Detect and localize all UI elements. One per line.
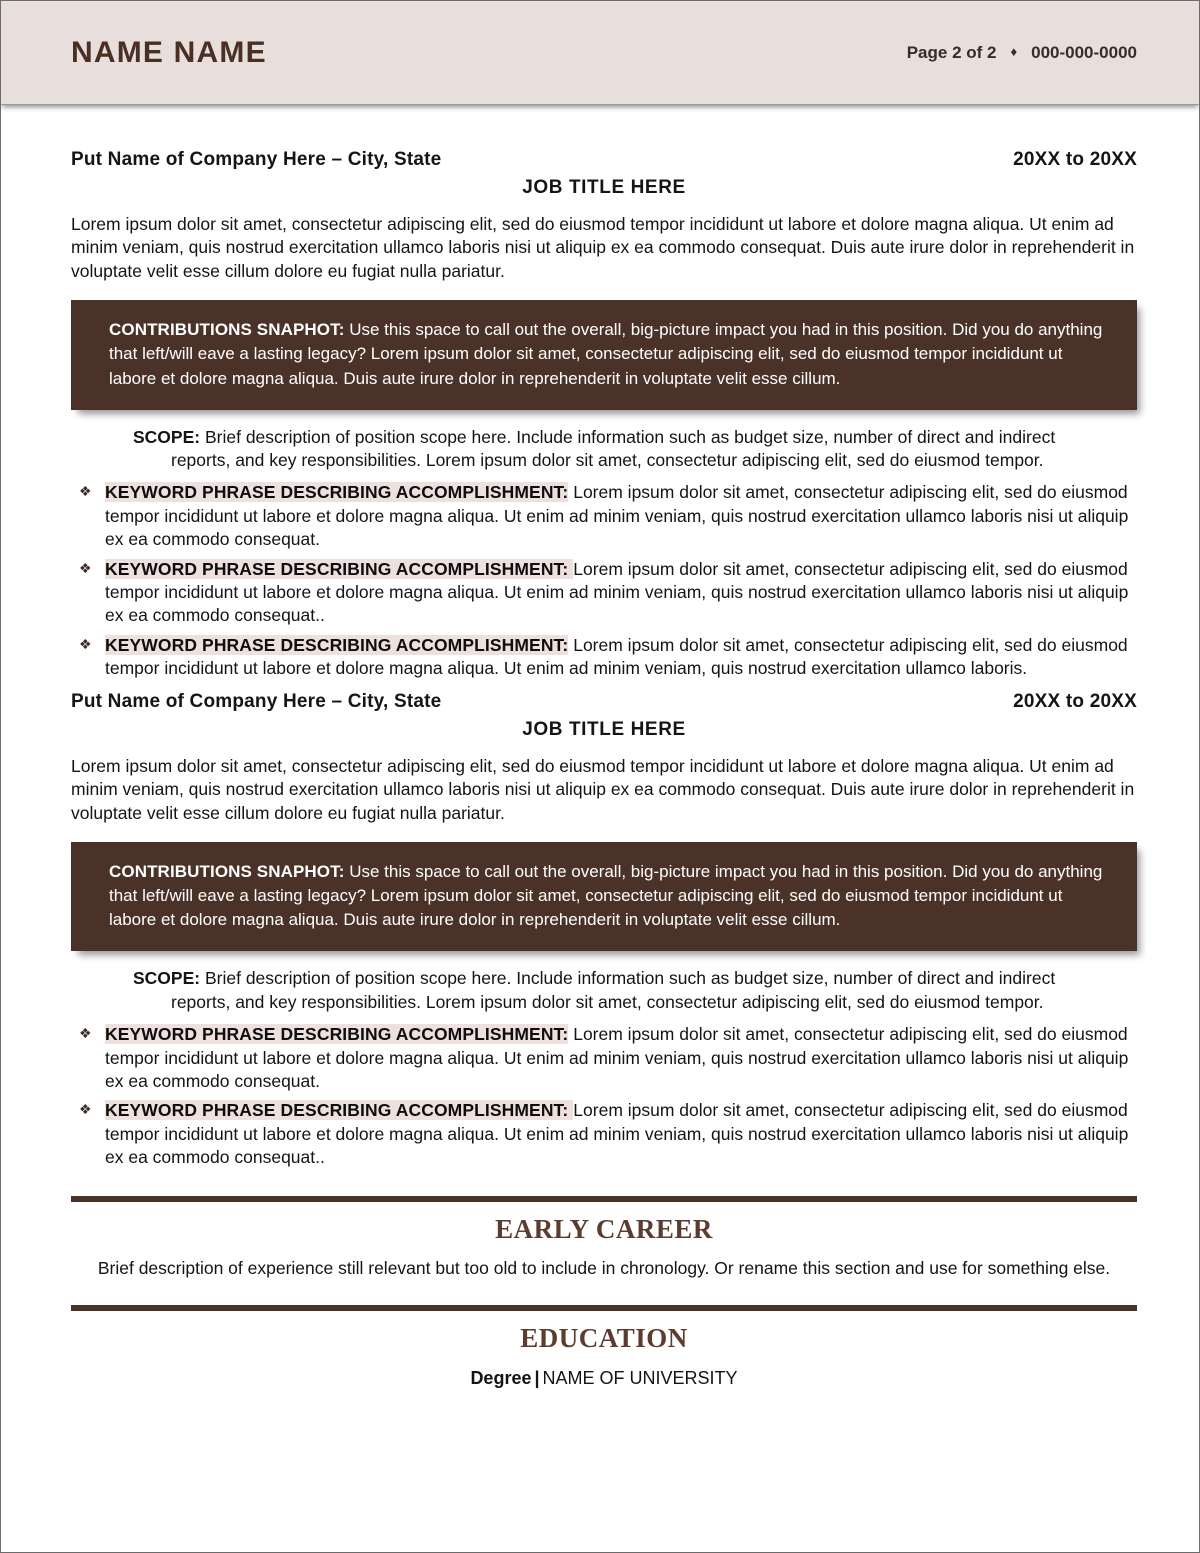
keyword-highlight: KEYWORD PHRASE DESCRIBING ACCOMPLISHMENT:: [105, 634, 569, 655]
list-item-text: [105, 558, 1137, 628]
contributions-snapshot-box: [71, 842, 1137, 951]
keyword-highlight: KEYWORD PHRASE DESCRIBING ACCOMPLISHMENT:: [105, 1024, 569, 1045]
education-entry: [71, 1368, 1137, 1389]
diamond-bullet-icon: ❖: [79, 483, 92, 500]
job-entry: [71, 149, 1137, 681]
scope-label: SCOPE:: [133, 968, 201, 989]
job-title: JOB TITLE HERE: [522, 177, 686, 198]
list-item-body: Lorem ipsum dolor sit amet, consectetur adipiscing elit, sed do eiusmod tempor incididunt ut labore et dolore magna aliqua. Ut enim ad minim veniam, quis nostrud exercitation ullamco laboris nisi ut aliquip ex ea commodo consequat..: [105, 558, 1129, 626]
list-item: [71, 558, 1137, 628]
section-divider-rule: [71, 1305, 1137, 1311]
list-item: [71, 634, 1137, 681]
list-item-text: [105, 1023, 1137, 1093]
job-dates: 20XX to 20XX: [1013, 690, 1137, 712]
company-name: Put Name of Company Here – City, State: [71, 690, 442, 712]
diamond-bullet-icon: ❖: [79, 1025, 92, 1042]
list-item-body: Lorem ipsum dolor sit amet, consectetur adipiscing elit, sed do eiusmod tempor incididunt ut labore et dolore magna aliqua. Ut enim ad minim veniam, quis nostrud exercitation ullamco laboris nisi ut aliquip ex ea commodo consequat.: [105, 1024, 1129, 1091]
scope-text-line1: Brief description of position scope here. Include information such as budget size, number of direct and indirect: [204, 426, 1056, 447]
accomplishment-list: [71, 481, 1137, 681]
scope-label: SCOPE:: [133, 426, 201, 447]
snapshot-label: CONTRIBUTIONS SNAPHOT:: [109, 862, 345, 882]
page-number-label: Page 2 of 2: [906, 42, 997, 62]
diamond-bullet-icon: ❖: [79, 1101, 92, 1118]
list-item-text: [105, 481, 1137, 551]
job-entry: [71, 691, 1137, 1170]
header-meta: [907, 43, 1137, 63]
phone-number: 000-000-0000: [1031, 42, 1137, 62]
list-item-text: [105, 1099, 1137, 1169]
job-header: [71, 149, 1137, 171]
list-item-text: [105, 634, 1137, 681]
list-item: [71, 1099, 1137, 1169]
section-divider-rule: [71, 1196, 1137, 1202]
snapshot-text: Use this space to call out the overall, big-picture impact you had in this position. Did you do anything that left/will eave a lasting legacy? Lorem ipsum dolor sit amet, consectetur adipiscing elit, sed do eiusmod tempor incididunt ut labore et dolore magna aliqua. Duis aute irure dolor in reprehenderit in voluptate velit esse cillum.: [109, 862, 1103, 930]
scope-text-line2: reports, and key responsibilities. Lorem ipsum dolor sit amet, consectetur adipiscing elit, sed do eiusmod tempor.: [171, 450, 1044, 471]
company-name: Put Name of Company Here – City, State: [71, 149, 442, 170]
snapshot-label: CONTRIBUTIONS SNAPHOT:: [109, 320, 345, 340]
job-summary: Lorem ipsum dolor sit amet, consectetur adipiscing elit, sed do eiusmod tempor incididunt ut labore et dolore magna aliqua. Ut enim ad minim veniam, quis nostrud exercitation ullamco laboris nisi ut aliquip ex ea commodo consequat. Duis aute irure dolor in reprehenderit in voluptate velit esse cillum dolore eu fugiat nulla pariatur.: [71, 214, 1135, 281]
page-content: [1, 105, 1199, 1389]
list-item-body: Lorem ipsum dolor sit amet, consectetur adipiscing elit, sed do eiusmod tempor incididunt ut labore et dolore magna aliqua. Ut enim ad minim veniam, quis nostrud exercitation ullamco laboris nisi ut aliquip ex ea commodo consequat.: [105, 482, 1129, 550]
job-dates: 20XX to 20XX: [1013, 149, 1137, 170]
job-title: JOB TITLE HERE: [522, 718, 686, 740]
diamond-bullet-icon: ❖: [79, 635, 92, 652]
keyword-highlight: KEYWORD PHRASE DESCRIBING ACCOMPLISHMENT:: [105, 558, 574, 579]
job-summary: Lorem ipsum dolor sit amet, consectetur adipiscing elit, sed do eiusmod tempor incididunt ut labore et dolore magna aliqua. Ut enim ad minim veniam, quis nostrud exercitation ullamco laboris nisi ut aliquip ex ea commodo consequat. Duis aute irure dolor in reprehenderit in voluptate velit esse cillum dolore eu fugiat nulla pariatur.: [71, 755, 1135, 823]
scope-text-line2: reports, and key responsibilities. Lorem ipsum dolor sit amet, consectetur adipiscing elit, sed do eiusmod tempor.: [171, 992, 1044, 1013]
early-career-text: Brief description of experience still relevant but too old to include in chronology. Or rename this section and use for something else.: [97, 1257, 1111, 1278]
keyword-highlight: KEYWORD PHRASE DESCRIBING ACCOMPLISHMENT:: [105, 1100, 574, 1121]
list-item: [71, 1023, 1137, 1093]
list-item-body: Lorem ipsum dolor sit amet, consectetur adipiscing elit, sed do eiusmod tempor incididunt ut labore et dolore magna aliqua. Ut enim ad minim veniam, quis nostrud exercitation ullamco laboris.: [105, 634, 1128, 679]
snapshot-text: Use this space to call out the overall, big-picture impact you had in this position. Did you do anything that left/will eave a lasting legacy? Lorem ipsum dolor sit amet, consectetur adipiscing elit, sed do eiusmod tempor incididunt ut labore et dolore magna aliqua. Duis aute irure dolor in reprehenderit in voluptate velit esse cillum.: [109, 320, 1103, 388]
section-heading-education: EDUCATION: [520, 1322, 688, 1353]
job-header: [71, 691, 1137, 713]
page-header: [1, 1, 1199, 105]
degree-separator: |: [534, 1367, 540, 1388]
scope-block: [71, 967, 1137, 1015]
section-heading-early-career: EARLY CAREER: [495, 1213, 713, 1244]
university-name: NAME OF UNIVERSITY: [542, 1367, 738, 1388]
diamond-separator-icon: ♦: [1010, 44, 1018, 59]
diamond-bullet-icon: ❖: [79, 559, 92, 576]
list-item: [71, 481, 1137, 551]
scope-block: [71, 426, 1137, 474]
list-item-body: Lorem ipsum dolor sit amet, consectetur adipiscing elit, sed do eiusmod tempor incididunt ut labore et dolore magna aliqua. Ut enim ad minim veniam, quis nostrud exercitation ullamco laboris nisi ut aliquip ex ea commodo consequat..: [105, 1100, 1129, 1168]
candidate-name: NAME NAME: [71, 35, 267, 69]
accomplishment-list: [71, 1023, 1137, 1170]
scope-text-line1: Brief description of position scope here. Include information such as budget size, number of direct and indirect: [204, 968, 1056, 989]
keyword-highlight: KEYWORD PHRASE DESCRIBING ACCOMPLISHMENT:: [105, 482, 569, 503]
contributions-snapshot-box: [71, 300, 1137, 409]
degree-label: Degree: [470, 1367, 532, 1388]
